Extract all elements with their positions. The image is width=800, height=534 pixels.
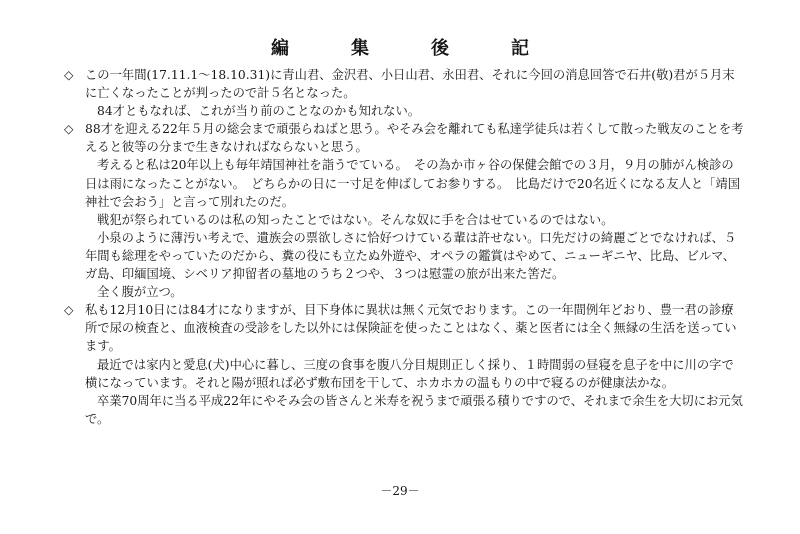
page-title: 編 集 後 記 [271,38,551,59]
indented-paragraph [64,356,744,392]
page-number: －29－ [380,484,420,498]
diamond-bullet-icon: ◇ [64,303,74,318]
paragraph-text: 84才ともなれば、これが当り前のことなのかも知れない。 [97,104,421,119]
bullet-paragraph [64,66,744,102]
paragraph-text: 戦犯が祭られているのは私の知ったことではない。そんな奴に手を合はせているのではない。 [97,212,614,227]
indented-paragraph [64,156,744,210]
indented-paragraph [64,102,744,120]
editorial-body [64,66,744,428]
diamond-bullet-icon: ◇ [64,122,74,137]
indented-paragraph [64,229,744,283]
paragraph-text: 考えると私は20年以上も毎年靖国神社を詣うでている。 その為か市ヶ谷の保健会館での３月，９月の肺がん検診の日は雨になったことがない。 どちらかの日に一寸足を伸ばしてお参りする。 比島だけで20名近くになる友人と「靖国神社で会おう」と言って別れたのだ。 [85,158,741,209]
paragraph-text: この一年間(17.11.1～18.10.31)に青山君、金沢君、小日山君、永田君、それに今回の消息回答で石井(敬)君が５月末に亡くなったことが判ったので計５名となった。 [85,68,735,101]
paragraph-text: 私も12月10日には84才になりますが、目下身体に異状は無く元気でおります。この一年間例年どおり、豊一君の診療所で尿の検査と、血液検査の受診をした以外には保険証を使ったことはなく、薬と医者には全く無縁の生活を送っています。 [85,303,737,354]
paragraph-text: 全く腹が立つ。 [97,285,183,300]
indented-paragraph [64,211,744,229]
paragraph-text: 小泉のように薄汚い考えで、遺族会の票欲しさに恰好つけている輩は許せない。口先だけの綺麗ごとでなければ、５年間も総理をやっていたのだから、糞の役にも立たぬ外遊や、オペラの鑑賞はやめて、ニューギニヤ、比島、ビルマ、ガ島、印緬国境、シベリア抑留者の墓地のうち２つや、３つは慰霊の旅が出来た筈だ。 [85,230,737,282]
indented-paragraph [64,392,744,428]
paragraph-text: 88才を迎える22年５月の総会まで頑張らねばと思う。やそみ会を離れても私達学徒兵は若くして散った戦友のことを考えると彼等の分まで生きなければならないと思う。 [85,122,744,155]
indented-paragraph [64,283,744,301]
paragraph-text: 最近では家内と愛息(犬)中心に暮し、三度の食事を腹八分目規則正しく採り、１時間弱の昼寝を息子を中に川の字で横になっています。それと陽が照れば必ず敷布団を干して、ホカホカの温もりの中で寝るのが健康法かな。 [85,357,734,390]
paragraph-text: 卒業70周年に当る平成22年にやそみ会の皆さんと米寿を祝うまで頑張る積りですので、それまで余生を大切にお元気で。 [85,393,743,426]
diamond-bullet-icon: ◇ [64,68,74,82]
bullet-paragraph [64,301,744,355]
bullet-paragraph [64,120,744,156]
